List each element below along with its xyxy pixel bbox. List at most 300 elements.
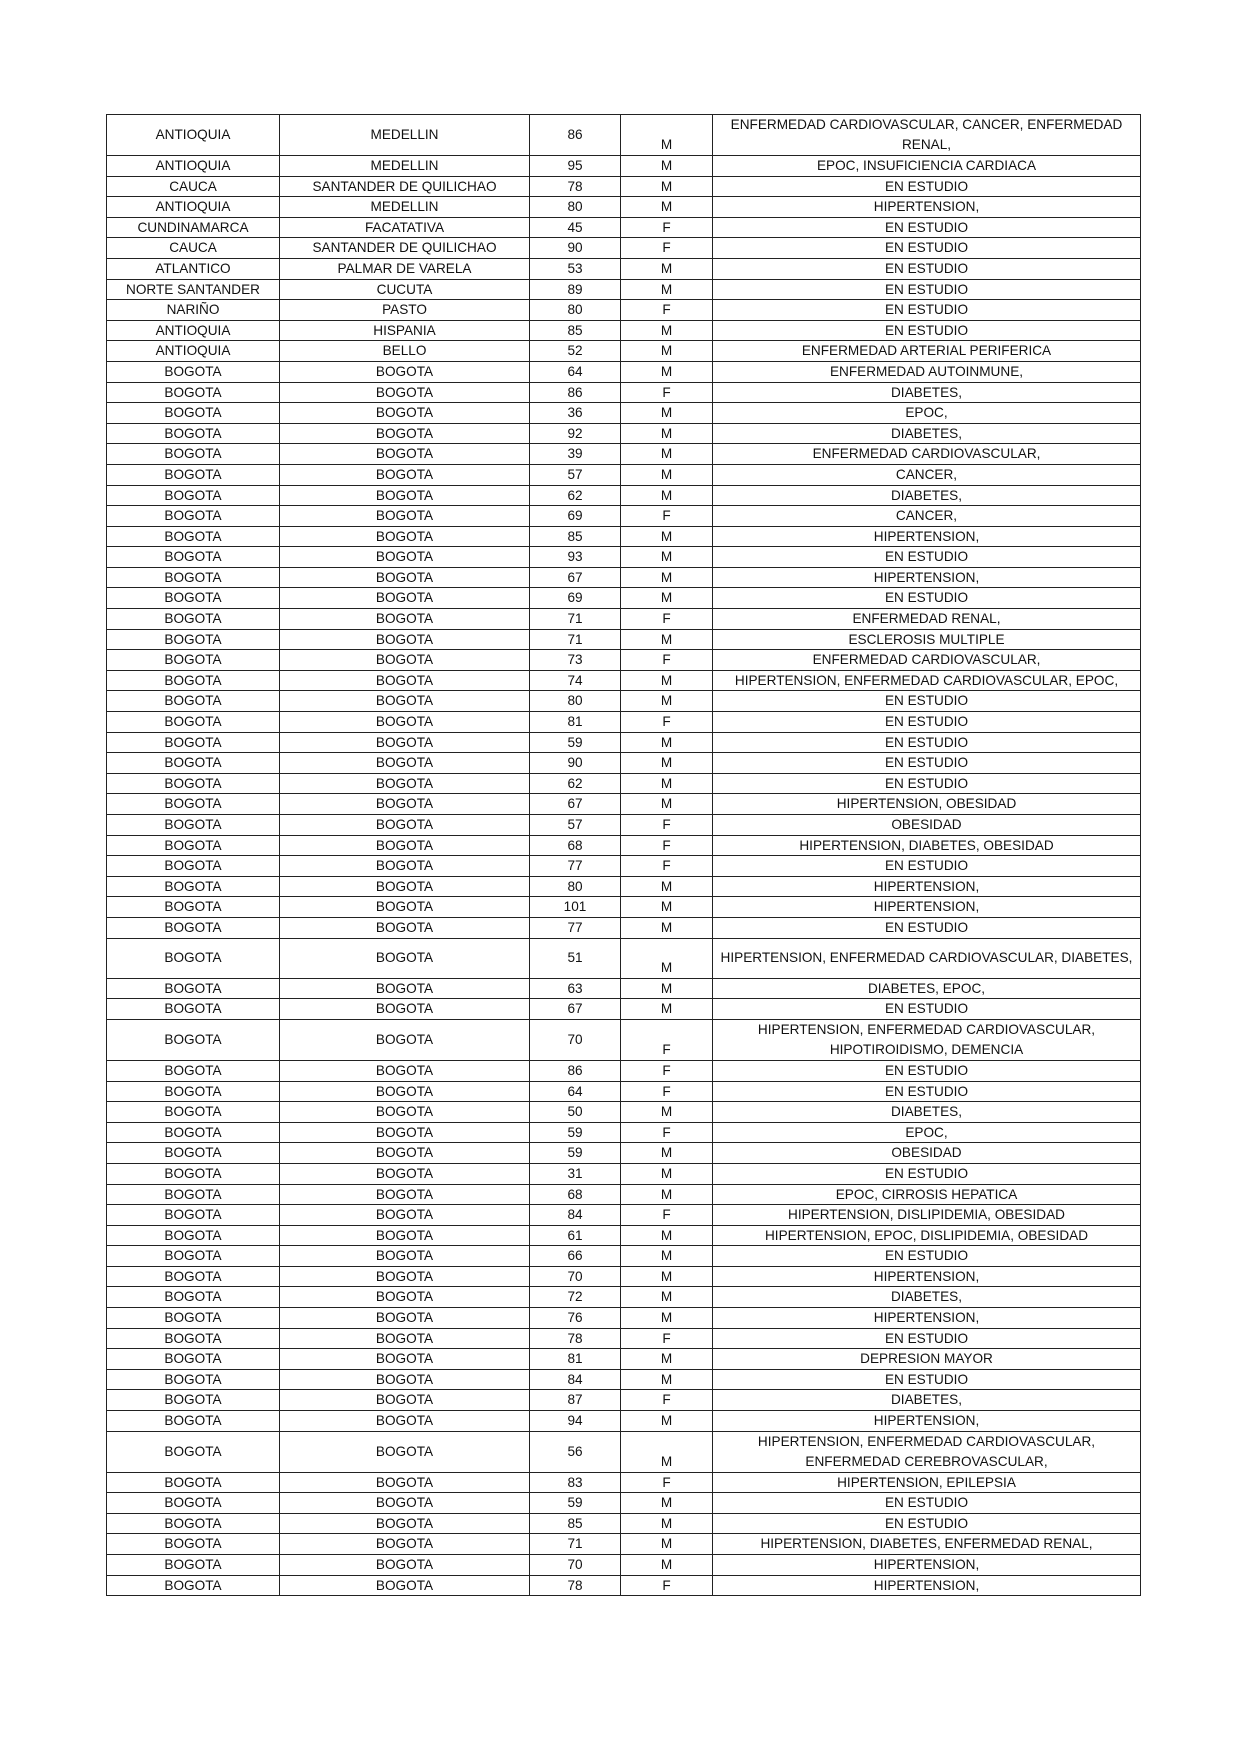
sex-cell: F — [621, 609, 713, 630]
sex-cell: M — [621, 876, 713, 897]
municipality-cell: BOGOTA — [280, 1493, 530, 1514]
sex-cell: M — [621, 978, 713, 999]
comorbidities-cell: OBESIDAD — [713, 815, 1141, 836]
table-row — [107, 815, 1141, 836]
sex-cell: M — [621, 567, 713, 588]
table-row — [107, 650, 1141, 671]
sex-cell: M — [621, 485, 713, 506]
table-row — [107, 217, 1141, 238]
age-cell: 74 — [530, 670, 621, 691]
table-row — [107, 567, 1141, 588]
comorbidities-cell: HIPERTENSION, — [713, 1575, 1141, 1596]
age-cell: 85 — [530, 320, 621, 341]
sex-cell: M — [621, 341, 713, 362]
municipality-cell: BOGOTA — [280, 1472, 530, 1493]
comorbidities-cell: HIPERTENSION, ENFERMEDAD CARDIOVASCULAR, EPOC, — [713, 670, 1141, 691]
sex-cell: F — [621, 650, 713, 671]
municipality-cell: BOGOTA — [280, 978, 530, 999]
comorbidities-cell: DIABETES, — [713, 1390, 1141, 1411]
sex-cell: M — [621, 691, 713, 712]
department-cell: BOGOTA — [107, 1575, 280, 1596]
age-cell: 67 — [530, 999, 621, 1020]
municipality-cell: SANTANDER DE QUILICHAO — [280, 238, 530, 259]
comorbidities-cell: CANCER, — [713, 506, 1141, 527]
municipality-cell: BOGOTA — [280, 815, 530, 836]
table-row — [107, 444, 1141, 465]
municipality-cell: BOGOTA — [280, 1081, 530, 1102]
table-row — [107, 856, 1141, 877]
table-row — [107, 1184, 1141, 1205]
comorbidities-cell: EN ESTUDIO — [713, 1513, 1141, 1534]
sex-cell: M — [621, 1411, 713, 1432]
table-row — [107, 1225, 1141, 1246]
age-cell: 71 — [530, 609, 621, 630]
sex-cell: M — [621, 156, 713, 177]
comorbidities-cell: ENFERMEDAD CARDIOVASCULAR, — [713, 650, 1141, 671]
table-row — [107, 1349, 1141, 1370]
municipality-cell: BOGOTA — [280, 361, 530, 382]
age-cell: 95 — [530, 156, 621, 177]
age-cell: 61 — [530, 1225, 621, 1246]
table-row — [107, 917, 1141, 938]
department-cell: BOGOTA — [107, 1122, 280, 1143]
department-cell: BOGOTA — [107, 1411, 280, 1432]
municipality-cell: BOGOTA — [280, 938, 530, 978]
table-row — [107, 897, 1141, 918]
table-row — [107, 999, 1141, 1020]
department-cell: BOGOTA — [107, 938, 280, 978]
comorbidities-cell: HIPERTENSION, ENFERMEDAD CARDIOVASCULAR, DIABETES, — [713, 938, 1141, 978]
age-cell: 50 — [530, 1102, 621, 1123]
municipality-cell: MEDELLIN — [280, 197, 530, 218]
sex-cell: M — [621, 361, 713, 382]
municipality-cell: BOGOTA — [280, 753, 530, 774]
table-row — [107, 156, 1141, 177]
table-row — [107, 773, 1141, 794]
comorbidities-cell: ENFERMEDAD CARDIOVASCULAR, — [713, 444, 1141, 465]
municipality-cell: BOGOTA — [280, 1102, 530, 1123]
age-cell: 59 — [530, 1122, 621, 1143]
age-cell: 80 — [530, 197, 621, 218]
municipality-cell: BOGOTA — [280, 1575, 530, 1596]
sex-cell: M — [621, 1225, 713, 1246]
sex-cell: F — [621, 1122, 713, 1143]
department-cell: BOGOTA — [107, 361, 280, 382]
table-row — [107, 1081, 1141, 1102]
age-cell: 78 — [530, 1328, 621, 1349]
municipality-cell: BOGOTA — [280, 1060, 530, 1081]
department-cell: CAUCA — [107, 238, 280, 259]
table-row — [107, 403, 1141, 424]
municipality-cell: MEDELLIN — [280, 115, 530, 156]
comorbidities-cell: EN ESTUDIO — [713, 753, 1141, 774]
comorbidities-cell: EN ESTUDIO — [713, 588, 1141, 609]
department-cell: ANTIOQUIA — [107, 156, 280, 177]
sex-cell: M — [621, 279, 713, 300]
department-cell: BOGOTA — [107, 382, 280, 403]
department-cell: BOGOTA — [107, 403, 280, 424]
sex-cell: M — [621, 444, 713, 465]
comorbidities-cell: EN ESTUDIO — [713, 1328, 1141, 1349]
sex-cell: F — [621, 712, 713, 733]
department-cell: BOGOTA — [107, 1019, 280, 1060]
municipality-cell: HISPANIA — [280, 320, 530, 341]
municipality-cell: BOGOTA — [280, 1431, 530, 1472]
department-cell: BOGOTA — [107, 1081, 280, 1102]
table-row — [107, 464, 1141, 485]
sex-cell: M — [621, 1493, 713, 1514]
department-cell: BOGOTA — [107, 650, 280, 671]
age-cell: 72 — [530, 1287, 621, 1308]
age-cell: 52 — [530, 341, 621, 362]
table-row — [107, 1287, 1141, 1308]
department-cell: BOGOTA — [107, 691, 280, 712]
municipality-cell: BOGOTA — [280, 917, 530, 938]
sex-cell: M — [621, 1555, 713, 1576]
municipality-cell: MEDELLIN — [280, 156, 530, 177]
age-cell: 94 — [530, 1411, 621, 1432]
sex-cell: M — [621, 464, 713, 485]
table-row — [107, 115, 1141, 156]
department-cell: BOGOTA — [107, 1102, 280, 1123]
department-cell: NARIÑO — [107, 300, 280, 321]
sex-cell: M — [621, 1184, 713, 1205]
table-row — [107, 238, 1141, 259]
comorbidities-cell: HIPERTENSION, — [713, 197, 1141, 218]
department-cell: BOGOTA — [107, 999, 280, 1020]
department-cell: BOGOTA — [107, 670, 280, 691]
department-cell: BOGOTA — [107, 1266, 280, 1287]
department-cell: BOGOTA — [107, 567, 280, 588]
sex-cell: F — [621, 382, 713, 403]
table-row — [107, 176, 1141, 197]
sex-cell: M — [621, 1102, 713, 1123]
department-cell: BOGOTA — [107, 712, 280, 733]
municipality-cell: BOGOTA — [280, 1308, 530, 1329]
age-cell: 64 — [530, 361, 621, 382]
age-cell: 90 — [530, 238, 621, 259]
comorbidities-cell: DIABETES, EPOC, — [713, 978, 1141, 999]
sex-cell: F — [621, 1390, 713, 1411]
sex-cell: F — [621, 1060, 713, 1081]
table-row — [107, 1019, 1141, 1060]
age-cell: 71 — [530, 629, 621, 650]
sex-cell: M — [621, 794, 713, 815]
department-cell: ANTIOQUIA — [107, 197, 280, 218]
sex-cell: F — [621, 300, 713, 321]
department-cell: BOGOTA — [107, 732, 280, 753]
comorbidities-cell: HIPERTENSION, EPILEPSIA — [713, 1472, 1141, 1493]
table-row — [107, 1472, 1141, 1493]
table-row — [107, 1308, 1141, 1329]
age-cell: 70 — [530, 1019, 621, 1060]
comorbidities-cell: DEPRESION MAYOR — [713, 1349, 1141, 1370]
comorbidities-cell: HIPERTENSION, EPOC, DISLIPIDEMIA, OBESIDAD — [713, 1225, 1141, 1246]
municipality-cell: BOGOTA — [280, 444, 530, 465]
municipality-cell: BOGOTA — [280, 856, 530, 877]
comorbidities-cell: HIPERTENSION, — [713, 1266, 1141, 1287]
department-cell: BOGOTA — [107, 526, 280, 547]
municipality-cell: BOGOTA — [280, 464, 530, 485]
age-cell: 86 — [530, 1060, 621, 1081]
age-cell: 73 — [530, 650, 621, 671]
municipality-cell: BOGOTA — [280, 1555, 530, 1576]
table-row — [107, 279, 1141, 300]
department-cell: BOGOTA — [107, 1534, 280, 1555]
sex-cell: F — [621, 1328, 713, 1349]
department-cell: BOGOTA — [107, 897, 280, 918]
age-cell: 57 — [530, 464, 621, 485]
age-cell: 31 — [530, 1163, 621, 1184]
age-cell: 80 — [530, 691, 621, 712]
comorbidities-cell: HIPERTENSION, — [713, 567, 1141, 588]
municipality-cell: BOGOTA — [280, 1205, 530, 1226]
comorbidities-cell: HIPERTENSION, OBESIDAD — [713, 794, 1141, 815]
municipality-cell: BOGOTA — [280, 1184, 530, 1205]
department-cell: BOGOTA — [107, 856, 280, 877]
age-cell: 83 — [530, 1472, 621, 1493]
age-cell: 68 — [530, 835, 621, 856]
comorbidities-cell: EN ESTUDIO — [713, 176, 1141, 197]
municipality-cell: BOGOTA — [280, 712, 530, 733]
municipality-cell: BOGOTA — [280, 485, 530, 506]
comorbidities-cell: OBESIDAD — [713, 1143, 1141, 1164]
comorbidities-cell: ENFERMEDAD AUTOINMUNE, — [713, 361, 1141, 382]
age-cell: 64 — [530, 1081, 621, 1102]
age-cell: 69 — [530, 506, 621, 527]
sex-cell: M — [621, 320, 713, 341]
age-cell: 86 — [530, 382, 621, 403]
table-body — [107, 115, 1141, 1596]
table-row — [107, 794, 1141, 815]
municipality-cell: BOGOTA — [280, 1225, 530, 1246]
age-cell: 84 — [530, 1205, 621, 1226]
age-cell: 78 — [530, 1575, 621, 1596]
department-cell: BOGOTA — [107, 588, 280, 609]
comorbidities-cell: EN ESTUDIO — [713, 732, 1141, 753]
table-row — [107, 1431, 1141, 1472]
municipality-cell: BOGOTA — [280, 1019, 530, 1060]
sex-cell: M — [621, 197, 713, 218]
department-cell: BOGOTA — [107, 609, 280, 630]
table-row — [107, 588, 1141, 609]
table-row — [107, 1390, 1141, 1411]
comorbidities-cell: HIPERTENSION, — [713, 897, 1141, 918]
comorbidities-cell: EN ESTUDIO — [713, 300, 1141, 321]
department-cell: BOGOTA — [107, 835, 280, 856]
municipality-cell: BOGOTA — [280, 629, 530, 650]
table-row — [107, 1493, 1141, 1514]
age-cell: 77 — [530, 917, 621, 938]
table-row — [107, 1102, 1141, 1123]
department-cell: BOGOTA — [107, 1431, 280, 1472]
table-row — [107, 1205, 1141, 1226]
cases-table-page — [106, 114, 1140, 1596]
comorbidities-cell: HIPERTENSION, — [713, 1308, 1141, 1329]
department-cell: BOGOTA — [107, 753, 280, 774]
comorbidities-cell: ESCLEROSIS MULTIPLE — [713, 629, 1141, 650]
sex-cell: M — [621, 1287, 713, 1308]
comorbidities-cell: HIPERTENSION, — [713, 1411, 1141, 1432]
table-row — [107, 753, 1141, 774]
table-row — [107, 876, 1141, 897]
age-cell: 53 — [530, 258, 621, 279]
department-cell: ANTIOQUIA — [107, 341, 280, 362]
municipality-cell: BOGOTA — [280, 588, 530, 609]
comorbidities-cell: DIABETES, — [713, 485, 1141, 506]
sex-cell: F — [621, 1472, 713, 1493]
department-cell: BOGOTA — [107, 1287, 280, 1308]
age-cell: 71 — [530, 1534, 621, 1555]
age-cell: 84 — [530, 1369, 621, 1390]
table-row — [107, 609, 1141, 630]
comorbidities-cell: EN ESTUDIO — [713, 773, 1141, 794]
age-cell: 81 — [530, 712, 621, 733]
department-cell: BOGOTA — [107, 547, 280, 568]
department-cell: BOGOTA — [107, 1369, 280, 1390]
table-row — [107, 1369, 1141, 1390]
municipality-cell: BOGOTA — [280, 547, 530, 568]
comorbidities-cell: DIABETES, — [713, 1287, 1141, 1308]
sex-cell: F — [621, 815, 713, 836]
sex-cell: M — [621, 258, 713, 279]
age-cell: 87 — [530, 1390, 621, 1411]
municipality-cell: BOGOTA — [280, 1266, 530, 1287]
municipality-cell: BOGOTA — [280, 1369, 530, 1390]
municipality-cell: BOGOTA — [280, 1143, 530, 1164]
age-cell: 63 — [530, 978, 621, 999]
municipality-cell: FACATATIVA — [280, 217, 530, 238]
sex-cell: M — [621, 897, 713, 918]
table-row — [107, 978, 1141, 999]
sex-cell: F — [621, 217, 713, 238]
department-cell: BOGOTA — [107, 1225, 280, 1246]
sex-cell: F — [621, 1081, 713, 1102]
department-cell: BOGOTA — [107, 978, 280, 999]
comorbidities-cell: EN ESTUDIO — [713, 1081, 1141, 1102]
comorbidities-cell: EPOC, INSUFICIENCIA CARDIACA — [713, 156, 1141, 177]
municipality-cell: PALMAR DE VARELA — [280, 258, 530, 279]
sex-cell: F — [621, 506, 713, 527]
department-cell: BOGOTA — [107, 1184, 280, 1205]
municipality-cell: BOGOTA — [280, 1122, 530, 1143]
age-cell: 86 — [530, 115, 621, 156]
sex-cell: M — [621, 1163, 713, 1184]
department-cell: BOGOTA — [107, 1246, 280, 1267]
table-row — [107, 629, 1141, 650]
age-cell: 51 — [530, 938, 621, 978]
table-row — [107, 1060, 1141, 1081]
comorbidities-cell: EN ESTUDIO — [713, 547, 1141, 568]
sex-cell: M — [621, 1308, 713, 1329]
table-row — [107, 1411, 1141, 1432]
comorbidities-cell: DIABETES, — [713, 1102, 1141, 1123]
age-cell: 59 — [530, 1493, 621, 1514]
table-row — [107, 197, 1141, 218]
table-row — [107, 526, 1141, 547]
comorbidities-cell: HIPERTENSION, — [713, 876, 1141, 897]
table-row — [107, 691, 1141, 712]
age-cell: 56 — [530, 1431, 621, 1472]
table-row — [107, 1246, 1141, 1267]
comorbidities-cell: ENFERMEDAD ARTERIAL PERIFERICA — [713, 341, 1141, 362]
table-row — [107, 485, 1141, 506]
age-cell: 76 — [530, 1308, 621, 1329]
sex-cell: M — [621, 1266, 713, 1287]
sex-cell: M — [621, 999, 713, 1020]
cases-table — [106, 114, 1141, 1596]
comorbidities-cell: EN ESTUDIO — [713, 999, 1141, 1020]
department-cell: BOGOTA — [107, 1060, 280, 1081]
comorbidities-cell: EN ESTUDIO — [713, 279, 1141, 300]
sex-cell: M — [621, 938, 713, 978]
sex-cell: M — [621, 1143, 713, 1164]
table-row — [107, 320, 1141, 341]
department-cell: BOGOTA — [107, 444, 280, 465]
comorbidities-cell: EN ESTUDIO — [713, 856, 1141, 877]
comorbidities-cell: EN ESTUDIO — [713, 712, 1141, 733]
municipality-cell: PASTO — [280, 300, 530, 321]
age-cell: 66 — [530, 1246, 621, 1267]
sex-cell: M — [621, 1349, 713, 1370]
table-row — [107, 1513, 1141, 1534]
comorbidities-cell: EPOC, CIRROSIS HEPATICA — [713, 1184, 1141, 1205]
table-row — [107, 670, 1141, 691]
age-cell: 68 — [530, 1184, 621, 1205]
table-row — [107, 1328, 1141, 1349]
sex-cell: F — [621, 1575, 713, 1596]
sex-cell: M — [621, 423, 713, 444]
sex-cell: M — [621, 773, 713, 794]
sex-cell: M — [621, 732, 713, 753]
comorbidities-cell: EPOC, — [713, 1122, 1141, 1143]
comorbidities-cell: EN ESTUDIO — [713, 217, 1141, 238]
municipality-cell: BOGOTA — [280, 506, 530, 527]
sex-cell: M — [621, 403, 713, 424]
municipality-cell: BOGOTA — [280, 794, 530, 815]
municipality-cell: BOGOTA — [280, 691, 530, 712]
table-row — [107, 732, 1141, 753]
comorbidities-cell: EPOC, — [713, 403, 1141, 424]
department-cell: BOGOTA — [107, 1390, 280, 1411]
department-cell: BOGOTA — [107, 423, 280, 444]
sex-cell: M — [621, 1513, 713, 1534]
age-cell: 62 — [530, 773, 621, 794]
department-cell: CUNDINAMARCA — [107, 217, 280, 238]
municipality-cell: BOGOTA — [280, 1390, 530, 1411]
table-row — [107, 258, 1141, 279]
comorbidities-cell: EN ESTUDIO — [713, 258, 1141, 279]
age-cell: 57 — [530, 815, 621, 836]
municipality-cell: BOGOTA — [280, 835, 530, 856]
sex-cell: F — [621, 835, 713, 856]
age-cell: 80 — [530, 876, 621, 897]
age-cell: 92 — [530, 423, 621, 444]
municipality-cell: BOGOTA — [280, 1287, 530, 1308]
age-cell: 67 — [530, 567, 621, 588]
department-cell: BOGOTA — [107, 876, 280, 897]
sex-cell: M — [621, 588, 713, 609]
municipality-cell: BOGOTA — [280, 1328, 530, 1349]
age-cell: 90 — [530, 753, 621, 774]
age-cell: 59 — [530, 732, 621, 753]
department-cell: BOGOTA — [107, 464, 280, 485]
municipality-cell: BOGOTA — [280, 999, 530, 1020]
sex-cell: F — [621, 1205, 713, 1226]
comorbidities-cell: CANCER, — [713, 464, 1141, 485]
age-cell: 67 — [530, 794, 621, 815]
table-row — [107, 1163, 1141, 1184]
